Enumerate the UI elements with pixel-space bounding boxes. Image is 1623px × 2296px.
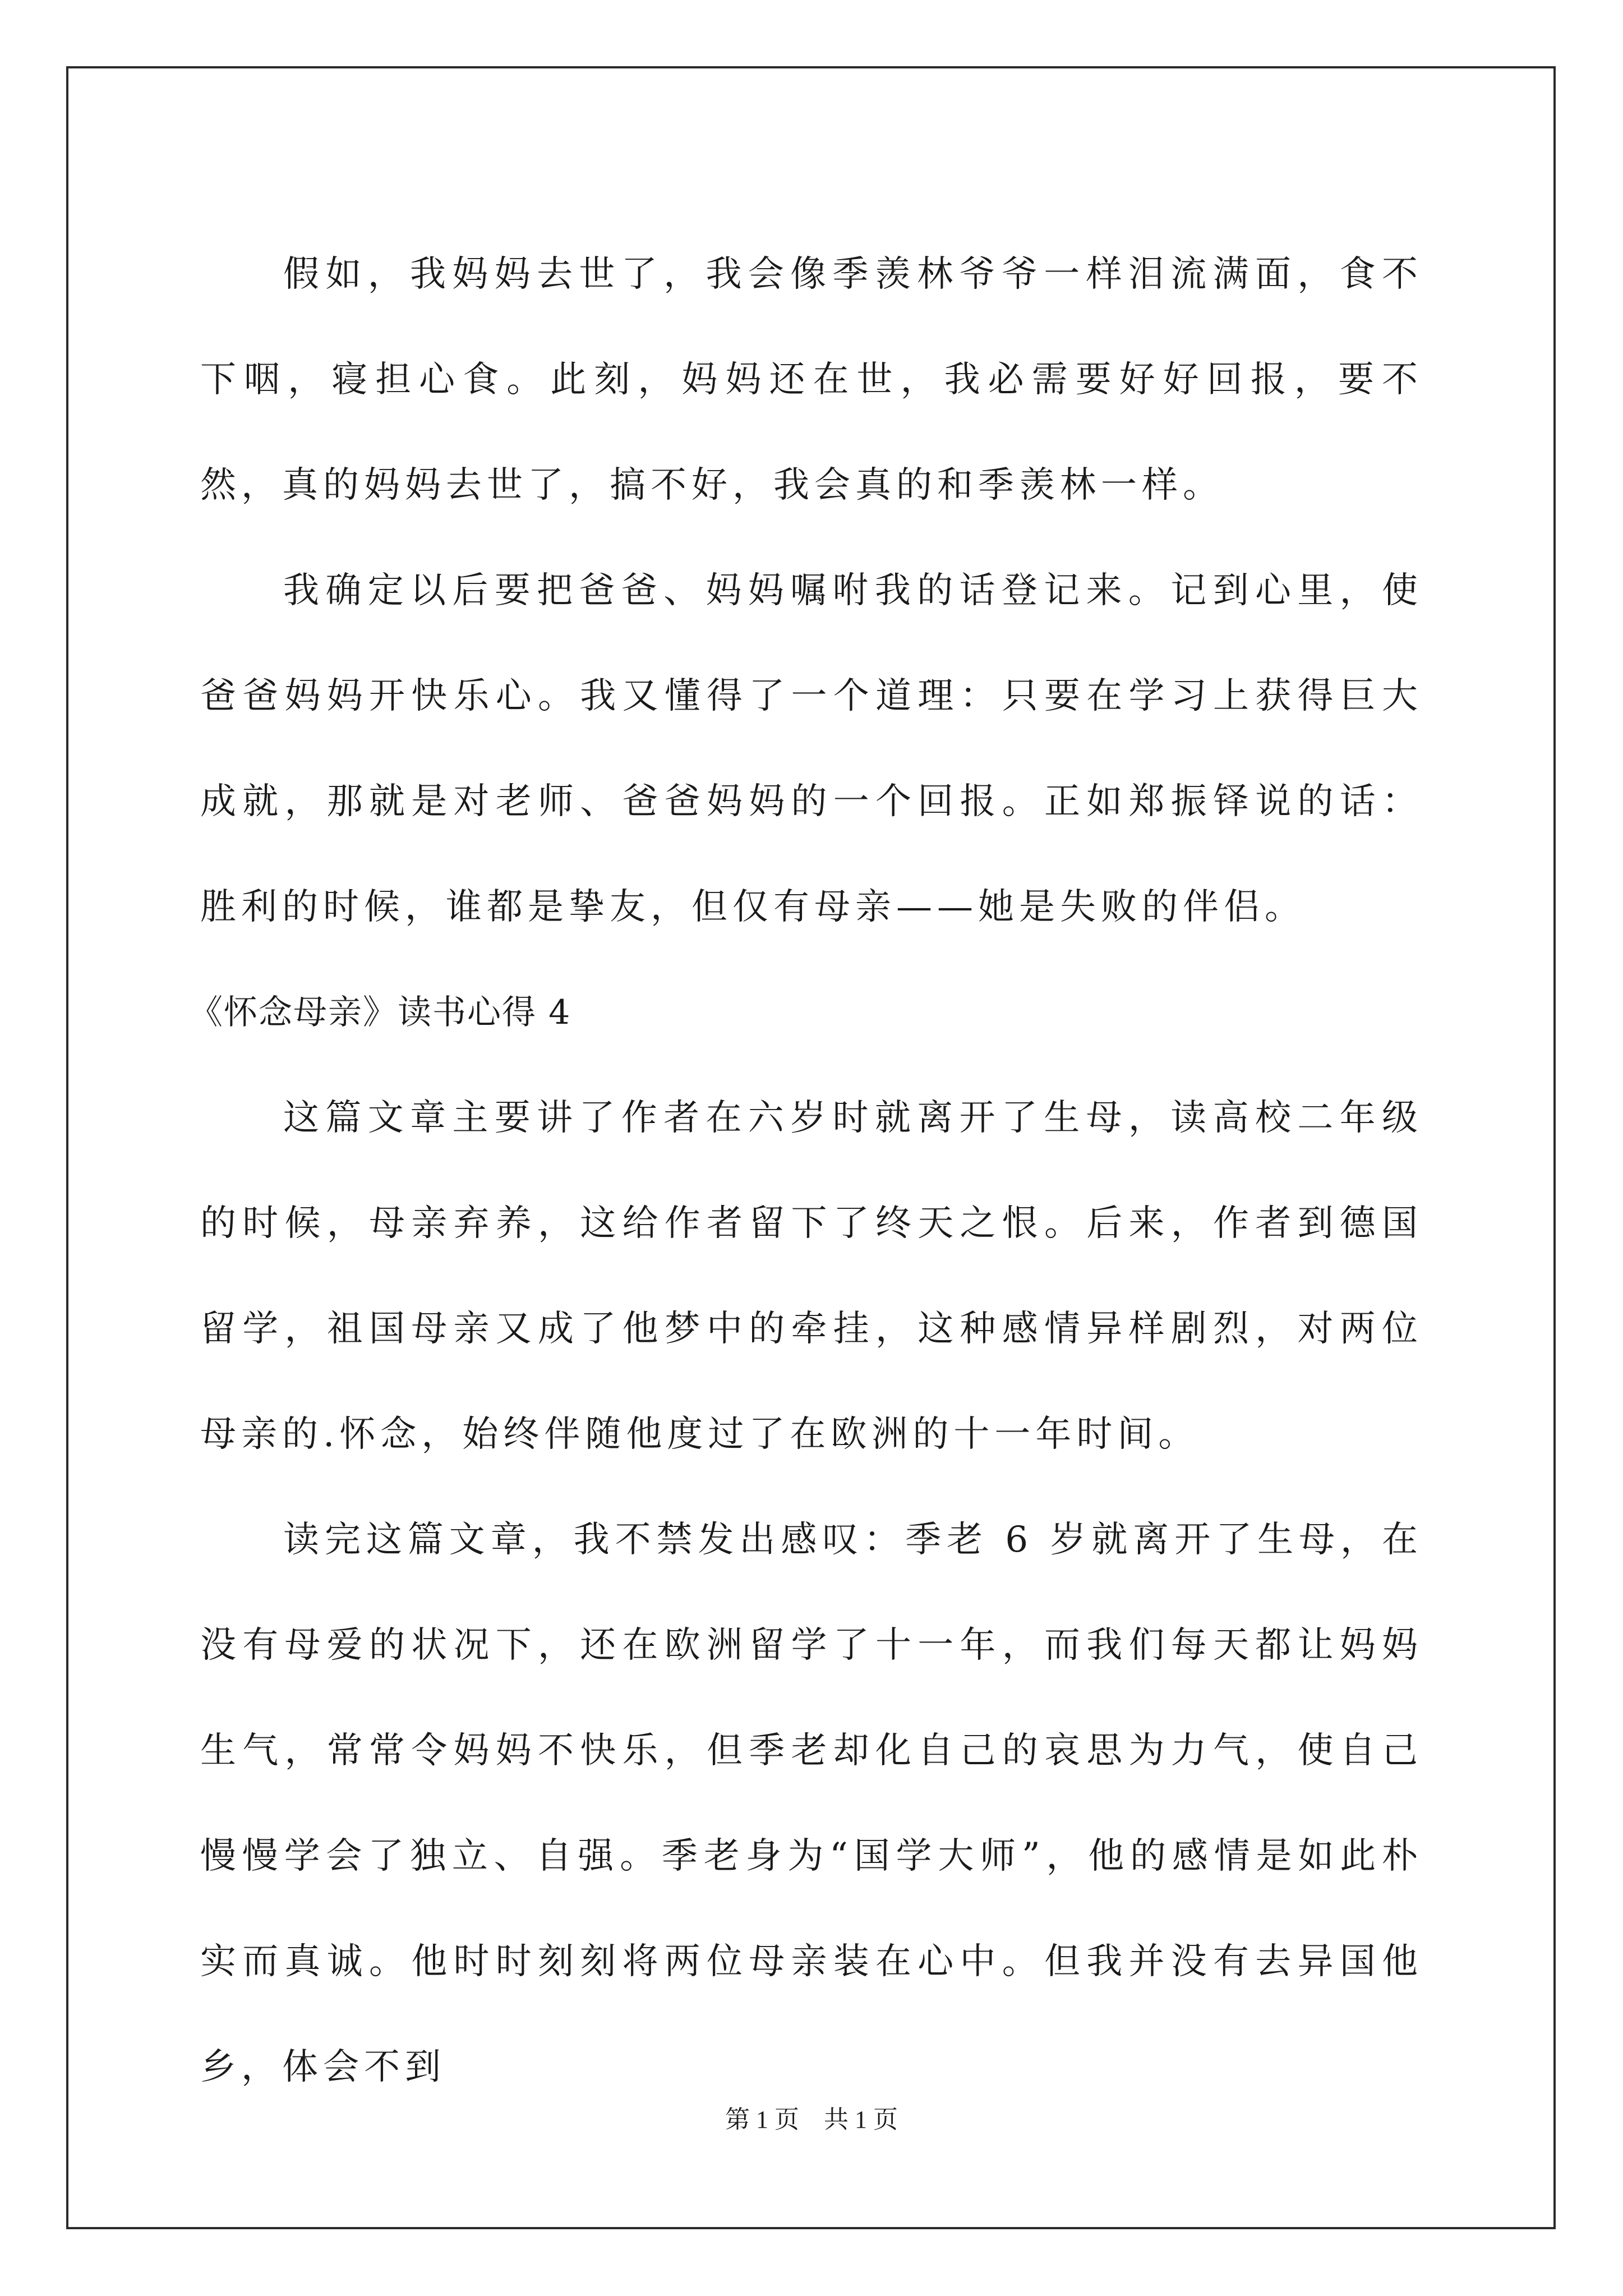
page-footer: 第 1 页 共 1 页 — [725, 2106, 898, 2133]
section-heading: 《怀念母亲》读书心得 4 — [189, 993, 571, 1032]
paragraph-2: 我确定以后要把爸爸、妈妈嘱咐我的话登记来。记到心里，使爸爸妈妈开快乐心。我又懂得了一个道理：只要在学习上获得巨大成就，那就是对老师、爸爸妈妈的一个回报。正如郑振铎说的话：胜利的时候，谁都是挚友，但仅有母亲——她是失败的伴侣。 — [200, 570, 1423, 928]
paragraph-4: 读完这篇文章，我不禁发出感叹：季老 6 岁就离开了生母，在没有母爱的状况下，还在欧洲留学了十一年，而我们每天都让妈妈生气，常常令妈妈不快乐，但季老却化自己的哀思为力气，使自己慢慢学会了独立、自强。季老身为“国学大师”，他的感情是如此朴实而真诚。他时时刻刻将两位母亲装在心中。但我并没有去异国他乡，体会不到 — [200, 1519, 1423, 2088]
document-body — [189, 222, 1423, 2120]
paragraph-3: 这篇文章主要讲了作者在六岁时就离开了生母，读高校二年级的时候，母亲弃养，这给作者留下了终天之恨。后来，作者到德国留学，祖国母亲又成了他梦中的牵挂，这种感情异样剧烈，对两位母亲的.怀念，始终伴随他度过了在欧洲的十一年时间。 — [200, 1097, 1423, 1455]
paragraph-1: 假如，我妈妈去世了，我会像季羡林爷爷一样泪流满面，食不下咽，寝担心食。此刻，妈妈还在世，我必需要好好回报，要不然，真的妈妈去世了，搞不好，我会真的和季羡林一样。 — [200, 254, 1423, 506]
